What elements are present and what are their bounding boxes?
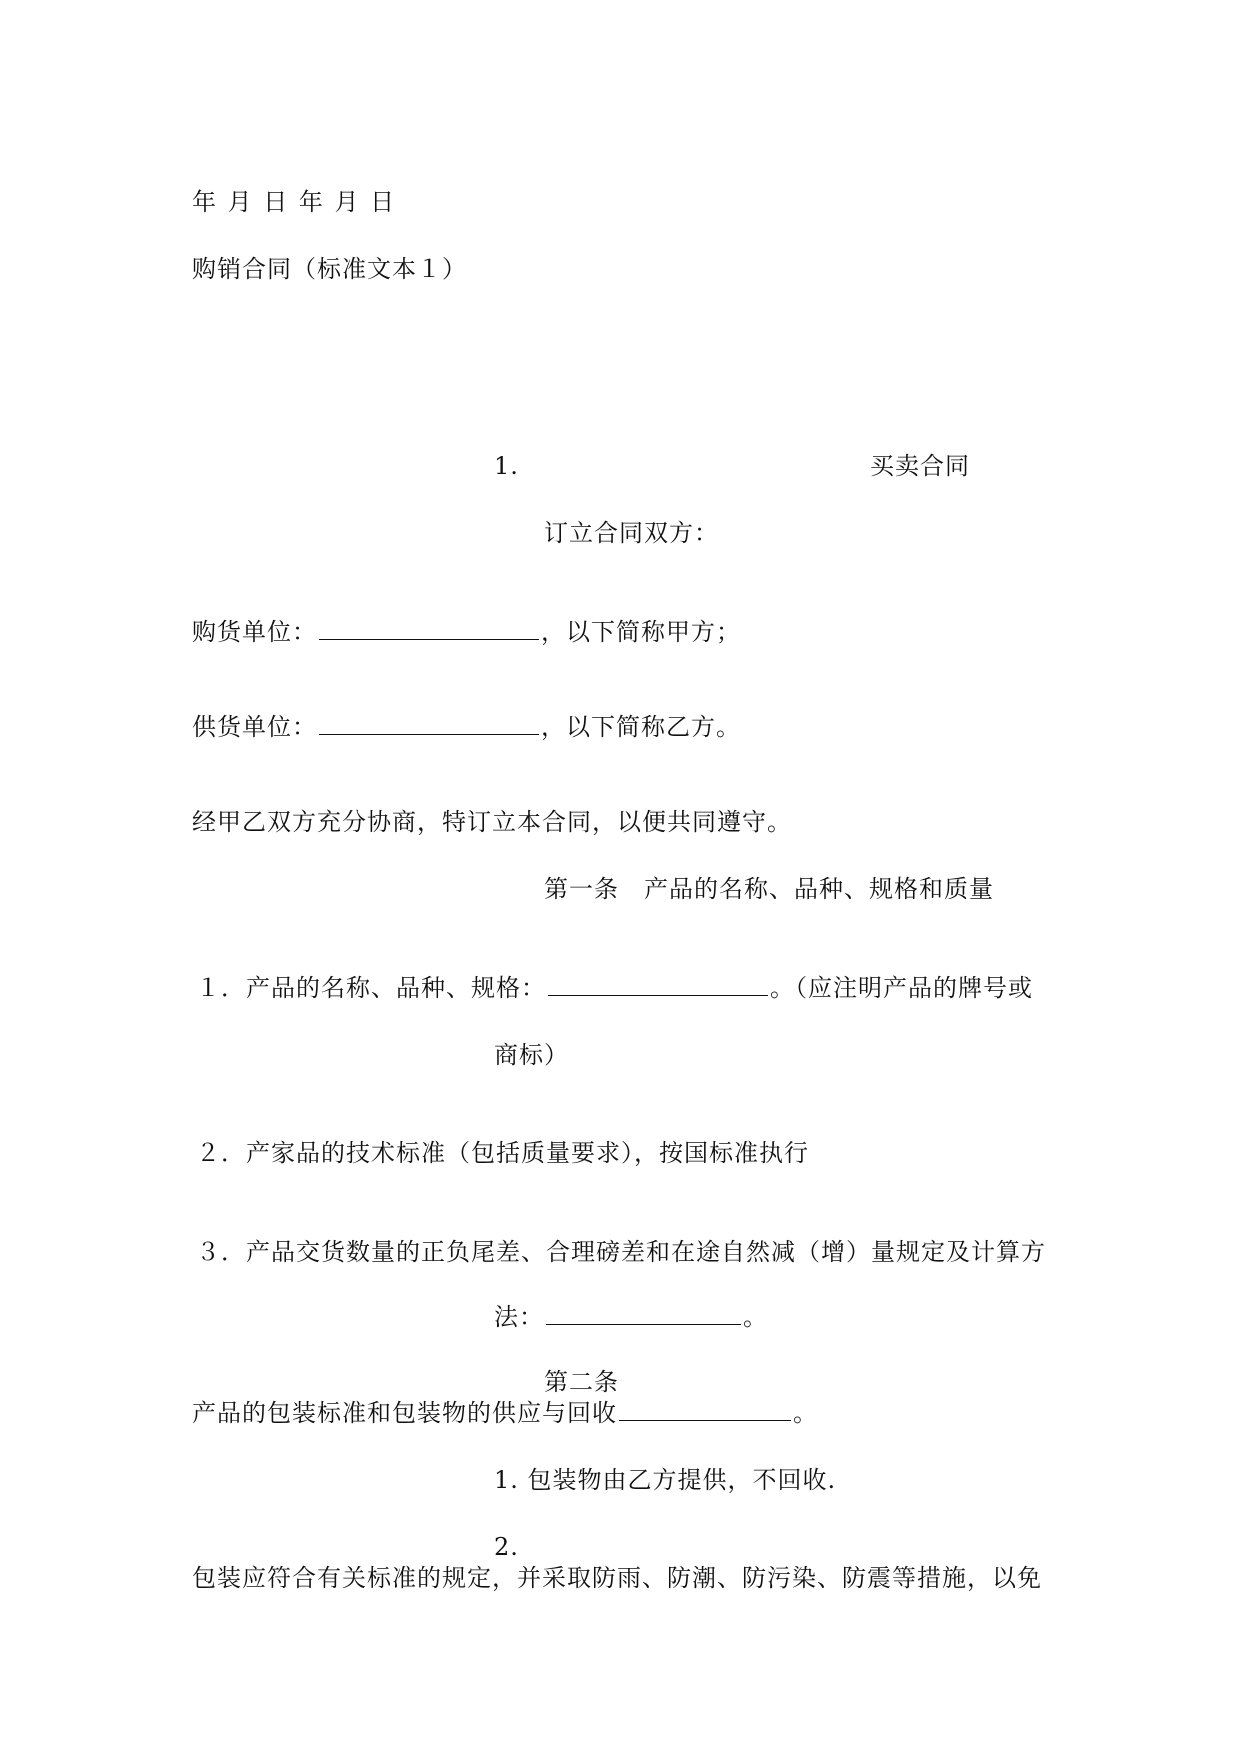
article1-item2: ２．产家品的技术标准（包括质量要求），按国标准执行: [196, 1139, 809, 1167]
seller-label: 供货单位：: [192, 713, 317, 741]
article1-item1-suffix: 。（应注明产品的牌号或: [770, 974, 1033, 1002]
calculation-blank: [546, 1302, 741, 1325]
buyer-suffix: ，以下简称甲方；: [541, 618, 741, 646]
article2-title-text: 产品的包装标准和包装物的供应与回收: [192, 1399, 617, 1427]
section-number: 1.: [494, 452, 519, 480]
seller-blank: [319, 712, 539, 735]
article2-item2-text: 包装应符合有关标准的规定，并采取防雨、防潮、防污染、防震等措施，以免: [192, 1564, 1042, 1592]
article1-item1: [196, 973, 1033, 1003]
article1-item3-cont: [494, 1302, 768, 1332]
article1-item3-cont-suffix: 。: [743, 1303, 768, 1331]
article1-item3-cont-prefix: 法：: [494, 1303, 544, 1331]
article2-item2-number: 2.: [494, 1533, 519, 1561]
article2-heading: 第二条: [544, 1368, 619, 1396]
product-name-blank: [548, 973, 768, 996]
preamble: 经甲乙双方充分协商，特订立本合同，以便共同遵守。: [192, 808, 792, 836]
article1-item3: ３．产品交货数量的正负尾差、合理磅差和在途自然减（增）量规定及计算方: [196, 1238, 1046, 1266]
packaging-blank: [619, 1398, 791, 1421]
article1-item1-cont: 商标）: [494, 1041, 569, 1069]
article2-item1: 1. 包装物由乙方提供，不回收.: [494, 1466, 837, 1494]
document-title: 购销合同（标准文本１）: [192, 255, 467, 283]
parties-heading: 订立合同双方：: [544, 519, 719, 547]
buyer-line: [192, 617, 741, 647]
section-title: 买卖合同: [870, 452, 970, 480]
date-line: 年 月 日 年 月 日: [192, 188, 397, 216]
article1-item1-prefix: １．产品的名称、品种、规格：: [196, 974, 546, 1002]
seller-suffix: ，以下简称乙方。: [541, 713, 741, 741]
article2-title: [192, 1398, 818, 1428]
seller-line: [192, 712, 741, 742]
article1-heading: 第一条 产品的名称、品种、规格和质量: [544, 875, 994, 903]
buyer-blank: [319, 617, 539, 640]
article2-title-suffix: 。: [793, 1399, 818, 1427]
buyer-label: 购货单位：: [192, 618, 317, 646]
